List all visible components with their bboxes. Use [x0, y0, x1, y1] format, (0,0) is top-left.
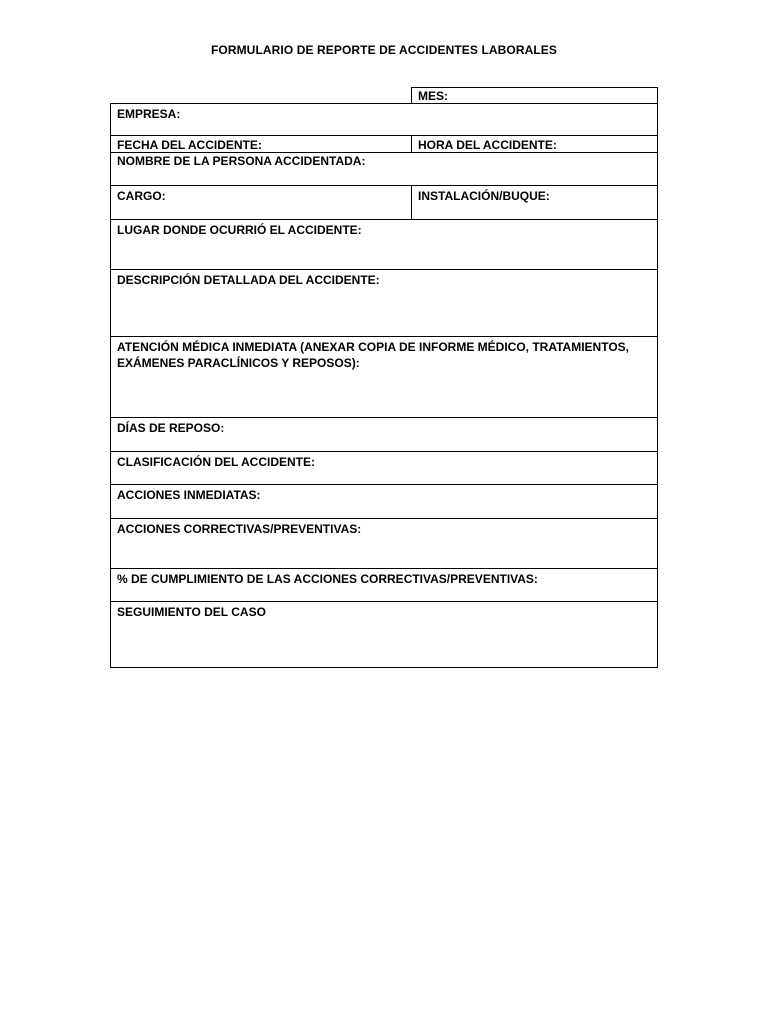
- page-title: FORMULARIO DE REPORTE DE ACCIDENTES LABORALES: [210, 43, 558, 57]
- hora-accidente-field[interactable]: [411, 135, 658, 153]
- lugar-field[interactable]: [110, 219, 658, 270]
- empresa-field[interactable]: [110, 103, 658, 136]
- dias-reposo-label: DÍAS DE REPOSO:: [117, 421, 225, 435]
- acciones-inmediatas-label: ACCIONES INMEDIATAS:: [117, 488, 261, 502]
- atencion-medica-field[interactable]: [110, 336, 658, 418]
- acciones-correctivas-field[interactable]: [110, 518, 658, 569]
- empresa-label: EMPRESA:: [117, 107, 181, 121]
- instalacion-field[interactable]: [411, 185, 658, 220]
- hora-accidente-label: HORA DEL ACCIDENTE:: [418, 138, 557, 152]
- cargo-field[interactable]: [110, 185, 412, 220]
- fecha-accidente-label: FECHA DEL ACCIDENTE:: [117, 138, 262, 152]
- porcentaje-cumplimiento-field[interactable]: [110, 568, 658, 602]
- mes-label: MES:: [418, 89, 448, 103]
- mes-field[interactable]: [411, 87, 658, 104]
- fecha-accidente-field[interactable]: [110, 135, 412, 153]
- lugar-label: LUGAR DONDE OCURRIÓ EL ACCIDENTE:: [117, 223, 362, 237]
- acciones-inmediatas-field[interactable]: [110, 484, 658, 519]
- seguimiento-label: SEGUIMIENTO DEL CASO: [117, 605, 266, 619]
- porcentaje-cumplimiento-label: % DE CUMPLIMIENTO DE LAS ACCIONES CORRECTIVAS/PREVENTIVAS:: [117, 572, 538, 586]
- acciones-correctivas-label: ACCIONES CORRECTIVAS/PREVENTIVAS:: [117, 522, 362, 536]
- seguimiento-field[interactable]: [110, 601, 658, 668]
- clasificacion-field[interactable]: [110, 451, 658, 485]
- descripcion-field[interactable]: [110, 269, 658, 337]
- clasificacion-label: CLASIFICACIÓN DEL ACCIDENTE:: [117, 455, 315, 469]
- cargo-label: CARGO:: [117, 189, 166, 203]
- atencion-medica-label: ATENCIÓN MÉDICA INMEDIATA (ANEXAR COPIA DE INFORME MÉDICO, TRATAMIENTOS, EXÁMENES PARACLÍNICOS Y REPOSOS):: [117, 340, 629, 370]
- dias-reposo-field[interactable]: [110, 417, 658, 452]
- instalacion-label: INSTALACIÓN/BUQUE:: [418, 189, 550, 203]
- nombre-persona-label: NOMBRE DE LA PERSONA ACCIDENTADA:: [117, 154, 366, 168]
- descripcion-label: DESCRIPCIÓN DETALLADA DEL ACCIDENTE:: [117, 273, 380, 287]
- nombre-persona-field[interactable]: [110, 152, 658, 186]
- accident-report-form: [110, 87, 658, 668]
